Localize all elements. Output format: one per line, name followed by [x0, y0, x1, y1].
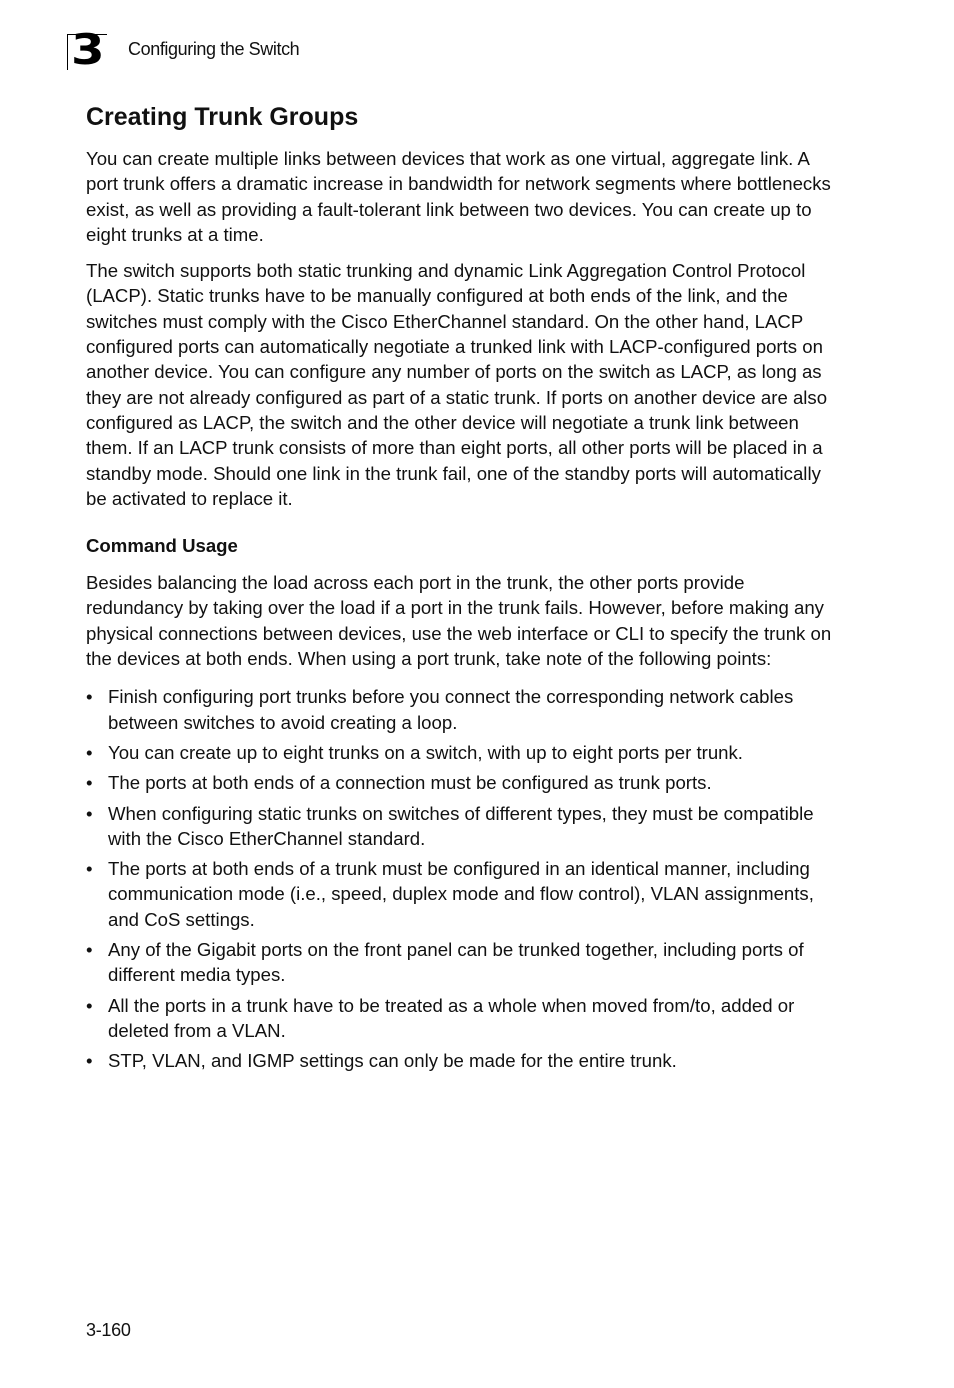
list-item-text: The ports at both ends of a trunk must be configured in an identical manner, including communication mode (i.e., speed, duplex mode and flow control), VLAN assignments, and CoS settings.: [108, 858, 814, 930]
running-header: Configuring the Switch: [128, 39, 300, 59]
command-usage-heading: Command Usage: [86, 535, 238, 557]
lacp-paragraph: The switch supports both static trunking and dynamic Link Aggregation Control Protocol (LACP). Static trunks have to be manually configured at both ends of the link, and the switches must comply with the Cisco EtherChannel standard. On the other hand, LACP configured ports can automatically negotiate a trunked link with LACP-configured ports on another device. You can configure any number of ports on the switch as LACP, as long as they are not already configured as part of a static trunk. If ports on another device are also configured as LACP, the switch and the other device will negotiate a trunk link between them. If an LACP trunk consists of more than eight ports, all other ports will be placed in a standby mode. Should one link in the trunk fail, one of the standby ports will automatically be activated to replace it.: [86, 260, 828, 509]
list-item: [86, 770, 846, 795]
chapter-number: 3: [71, 25, 105, 74]
list-item: [86, 740, 846, 765]
chapter-badge: [67, 25, 107, 74]
list-item: [86, 993, 846, 1044]
bullet-icon: •: [86, 994, 93, 1016]
page-number: 3-160: [86, 1320, 131, 1340]
command-usage-intro: Besides balancing the load across each port in the trunk, the other ports provide redundancy by taking over the load if a port in the trunk fails. However, before making any physical connections between devices, use the web interface or CLI to specify the trunk on the devices at both ends. When using a port trunk, take note of the following points:: [86, 572, 832, 670]
list-item: [86, 937, 846, 988]
list-item-text: Any of the Gigabit ports on the front panel can be trunked together, including ports of different media types.: [108, 939, 804, 986]
list-item-text: STP, VLAN, and IGMP settings can only be made for the entire trunk.: [108, 1050, 677, 1072]
list-item-text: The ports at both ends of a connection must be configured as trunk ports.: [108, 772, 712, 794]
bullet-icon: •: [86, 1050, 93, 1072]
bullet-icon: •: [86, 802, 93, 824]
list-item-text: Finish configuring port trunks before you connect the corresponding network cables between switches to avoid creating a loop.: [108, 686, 794, 733]
bullet-icon: •: [86, 858, 93, 880]
list-item: [86, 856, 846, 932]
list-item-text: You can create up to eight trunks on a switch, with up to eight ports per trunk.: [108, 741, 743, 763]
intro-paragraph: You can create multiple links between devices that work as one virtual, aggregate link. A port trunk offers a dramatic increase in bandwidth for network segments where bottlenecks exist, as well as providing a fault-tolerant link between two devices. You can create up to eight trunks at a time.: [86, 148, 831, 245]
list-item-text: All the ports in a trunk have to be treated as a whole when moved from/to, added or deleted from a VLAN.: [108, 994, 795, 1041]
list-item: [86, 1048, 846, 1073]
page-content: [86, 100, 846, 1079]
bullet-icon: •: [86, 772, 93, 794]
list-item-text: When configuring static trunks on switches of different types, they must be compatible with the Cisco EtherChannel standard.: [108, 802, 814, 849]
bullet-icon: •: [86, 939, 93, 961]
bullet-icon: •: [86, 686, 93, 708]
section-title: Creating Trunk Groups: [86, 103, 359, 131]
command-usage-list: [86, 684, 846, 1073]
list-item: [86, 801, 846, 852]
bullet-icon: •: [86, 741, 93, 763]
list-item: [86, 684, 846, 735]
